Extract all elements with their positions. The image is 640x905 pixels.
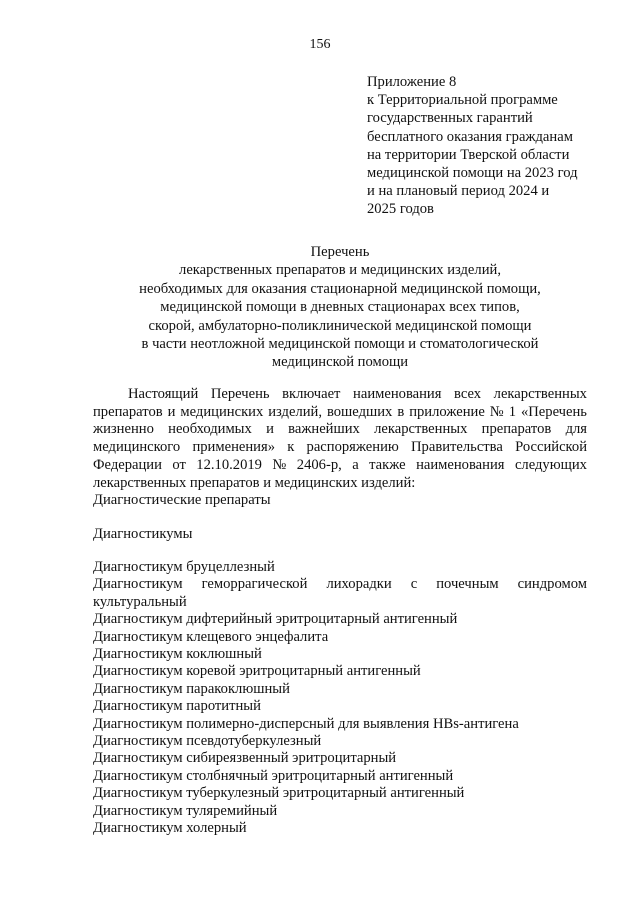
intro-word: №: [489, 403, 504, 420]
intro-line-1: [93, 386, 587, 404]
intro-word: приложение: [409, 403, 485, 420]
list-item: Диагностикум дифтерийный эритроцитарный антигенный: [93, 611, 458, 628]
intro-word: а: [352, 456, 359, 473]
title-line: лекарственных препаратов и медицинских изделий,: [179, 262, 501, 279]
intro-word: лекарственных: [374, 421, 468, 438]
intro-word: 2406-р,: [296, 456, 342, 473]
intro-word: Российской: [515, 439, 587, 456]
list-item: Диагностикум клещевого энцефалита: [93, 628, 329, 645]
intro-word: всех: [454, 386, 482, 402]
appendix-line: 2025 годов: [367, 201, 434, 218]
title-line: медицинской помощи: [271, 354, 409, 371]
list-item: Диагностикум полимерно-дисперсный для выявления HBs-антигена: [93, 715, 519, 732]
document-title: [80, 243, 600, 372]
intro-word: наименования: [353, 386, 442, 402]
intro-word: лекарственных: [493, 386, 587, 402]
list-item: Диагностикум туберкулезный эритроцитарный антигенный: [93, 785, 465, 802]
intro-word: изделий,: [268, 403, 322, 420]
intro-word: необходимых: [168, 421, 252, 438]
appendix-line: медицинской помощи на 2023 год: [367, 165, 578, 182]
appendix-header: [367, 73, 607, 219]
appendix-line: к Территориальной программе: [367, 92, 558, 109]
intro-word: включает: [282, 386, 341, 402]
intro-word: Настоящий: [128, 386, 199, 402]
intro-word: для: [565, 421, 587, 438]
intro-word: 12.10.2019: [196, 456, 262, 473]
item-word: Диагностикум: [93, 576, 183, 593]
list-item: Диагностикум паракоклюшный: [93, 680, 290, 697]
intro-word: №: [272, 456, 287, 473]
intro-line-7: Диагностические препараты: [93, 492, 271, 509]
intro-word: применения»: [192, 439, 275, 456]
item-word: синдромом: [517, 576, 587, 593]
intro-word: медицинского: [93, 439, 181, 456]
diagnosticum-list: [93, 559, 587, 838]
intro-word: также: [369, 456, 406, 473]
intro-word: распоряжению: [306, 439, 399, 456]
list-item: Диагностикум псевдотуберкулезный: [93, 733, 322, 750]
intro-line-3: [93, 421, 587, 439]
intro-word: Федерации: [93, 456, 162, 473]
title-line: медицинской помощи в дневных стационарах всех типов,: [160, 299, 520, 316]
list-item: Диагностикум коклюшный: [93, 646, 262, 663]
item-word: с: [410, 576, 418, 593]
title-line: необходимых для оказания стационарной медицинской помощи,: [139, 280, 541, 297]
intro-word: Правительства: [411, 439, 503, 456]
appendix-line: на территории Тверской области: [367, 146, 570, 163]
intro-line-6: лекарственных препаратов и медицинских изделий:: [93, 474, 416, 491]
appendix-line: и на плановый период 2024 и: [367, 183, 550, 200]
item-word: почечным: [436, 576, 499, 593]
intro-word: вошедших: [326, 403, 393, 420]
intro-word: к: [287, 439, 295, 456]
item-word: лихорадки: [326, 576, 392, 593]
intro-word: важнейших: [288, 421, 360, 438]
appendix-line: государственных гарантий: [367, 110, 533, 127]
list-item: [93, 576, 587, 593]
intro-word: и: [266, 421, 274, 438]
intro-word: от: [172, 456, 186, 473]
intro-word: Перечень: [210, 386, 270, 402]
list-item: Диагностикум столбнячный эритроцитарный антигенный: [93, 767, 454, 784]
intro-word: следующих: [514, 456, 587, 473]
intro-word: и: [167, 403, 176, 420]
intro-line-5: [93, 457, 587, 475]
title-line: скорой, амбулаторно-поликлинической медицинской помощи: [148, 317, 532, 334]
appendix-line: бесплатного оказания гражданам: [367, 128, 573, 145]
list-item: Диагностикум бруцеллезный: [93, 559, 275, 575]
list-item: Диагностикум сибиреязвенный эритроцитарный: [93, 750, 397, 767]
section-heading: Диагностикумы: [93, 526, 193, 542]
intro-word: 1: [508, 403, 516, 420]
intro-paragraph: [93, 386, 587, 510]
item-word: геморрагической: [201, 576, 308, 593]
intro-word: медицинских: [180, 403, 264, 420]
title-line: в части неотложной медицинской помощи и стоматологической: [141, 336, 539, 353]
appendix-line: Приложение 8: [367, 74, 457, 90]
intro-word: в: [397, 403, 405, 420]
intro-word: препаратов: [481, 421, 552, 438]
list-item: Диагностикум паротитный: [93, 698, 261, 715]
intro-word: «Перечень: [520, 403, 587, 420]
list-item: Диагностикум коревой эритроцитарный антигенный: [93, 663, 421, 680]
page-number: 156: [309, 37, 331, 52]
intro-word: препаратов: [93, 403, 163, 420]
title-line: Перечень: [310, 244, 370, 260]
list-item: Диагностикум холерный: [93, 820, 247, 837]
intro-line-2: [93, 404, 587, 422]
list-item: Диагностикум туляремийный: [93, 802, 278, 819]
intro-line-4: [93, 439, 587, 457]
list-item-continuation: культуральный: [93, 593, 187, 610]
intro-word: наименования: [416, 456, 505, 473]
intro-word: жизненно: [93, 421, 154, 438]
